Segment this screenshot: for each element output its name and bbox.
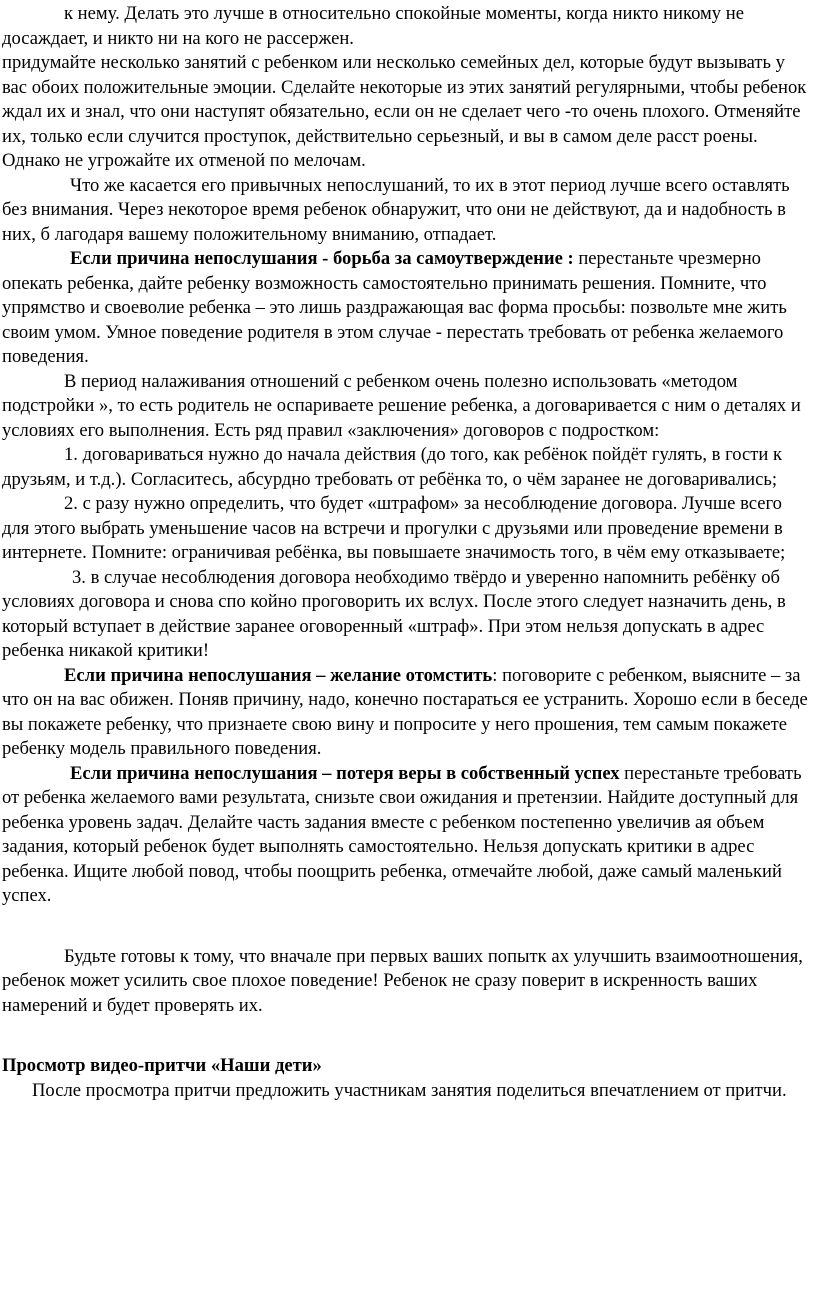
self-assertion-heading: Если причина непослушания - борьба за самоутверждение : <box>70 248 574 269</box>
rule-item-1: 1. договариваться нужно до начала действия (до того, как ребёнок пойдёт гулять, в гости к друзьям, и т.д.). Согласитесь, абсурдно требовать от ребёнка то, о чём заранее не договаривались; <box>2 444 783 490</box>
paragraph-after-video: После просмотра притчи предложить участникам занятия поделиться впечатлением от притчи. <box>32 1079 787 1101</box>
rule-item-3: 3. в случае несоблюдения договора необходимо твёрдо и уверенно напомнить ребёнку об условиях договора и снова спо койно проговорить их вслух. После этого следует назначить день, в который вступает в действие заранее оговоренный «штраф». При этом нельзя допускать в адрес ребенка никакой критики! <box>2 566 786 661</box>
paragraph-self-assertion <box>2 247 812 370</box>
paragraph-be-ready: Будьте готовы к тому, что вначале при первых ваших попытк ах улучшить взаимоотношения, ребенок может усилить свое плохое поведение! Ребенок не сразу поверит в искренность ваших намерений и будет проверять их. <box>2 945 803 1016</box>
paragraph-activities: придумайте несколько занятий с ребенком или несколько семейных дел, которые будут вызывать у вас обоих положительные эмоции. Сделайте некоторые из этих занятий регулярными, чтобы ребенок ждал их и знал, что они наступят обязательно, если он не сделает чего -то очень плохого. Отменяйте их, только если случится проступок, действительно серьезный, и вы в самом деле расст роены. Однако не угрожайте их отменой по мелочам. <box>2 52 807 171</box>
section-heading: Просмотр видео-притчи «Наши дети» <box>2 1055 322 1076</box>
revenge-text: : поговорите с ребенком, выясните – за что он на вас обижен. Поняв причину, надо, конечно постараться ее устранить. Хорошо если в беседе вы покажете ребенку, что признаете свою вину и попросите у него прошения, тем самым покажете ребенку модель правильного поведения. <box>2 664 808 759</box>
lost-faith-heading: Если причина непослушания – потеря веры в собственный успех <box>70 762 620 784</box>
rule-item-2: 2. с разу нужно определить, что будет «штрафом» за несоблюдение договора. Лучше всего для этого выбрать уменьшение часов на встречи и прогулки с друзьями или проведение времени в интернете. Помните: ограничивая ребёнка, вы повышаете значимость того, в чём ему отказываете; <box>2 493 786 563</box>
paragraph-adjustment-method: В период налаживания отношений с ребенком очень полезно использовать «методом подстройки », то есть родитель не оспариваете решение ребенка, а договаривается с ним о деталях и условиях его выполнения. Есть ряд правил «заключения» договоров с подростком: <box>2 370 801 441</box>
paragraph-intro: к нему. Делать это лучше в относительно спокойные моменты, когда никто никому не досаждает, и никто ни на кого не рассержен. <box>2 3 744 49</box>
paragraph-revenge <box>2 664 812 762</box>
paragraph-lost-faith <box>2 762 812 909</box>
paragraph-habitual-disobedience: Что же касается его привычных непослушаний, то их в этот период лучше всего оставлять без внимания. Через некоторое время ребенок обнаружит, что они не действуют, да и надобность в них, б лагодаря вашему положительному вниманию, отпадает. <box>2 174 790 245</box>
spacer <box>2 909 812 945</box>
self-assertion-text: перестаньте чрезмерно опекать ребенка, дайте ребенку возможность самостоятельно принимать решения. Помните, что упрямство и своеволие ребенка – это лишь раздражающая вас форма просьбы: позвольте мне жить своим умом. Умное поведение родителя в этом случае - перестать требовать от ребенка желаемого поведения. <box>2 248 787 367</box>
revenge-heading: Если причина непослушания – желание отомстить <box>64 664 493 686</box>
spacer <box>2 1018 812 1054</box>
lost-faith-text: перестаньте требовать от ребенка желаемого вами результата, снизьте свои ожидания и претензии. Найдите доступный для ребенка уровень задач. Делайте часть задания вместе с ребенком постепенно увеличив ая объем задания, который ребенок будет выполнять самостоятельно. Нельзя допускать критики в адрес ребенка. Ищите любой повод, чтобы поощрить ребенка, отмечайте любой, даже самый маленький успех. <box>2 762 802 906</box>
